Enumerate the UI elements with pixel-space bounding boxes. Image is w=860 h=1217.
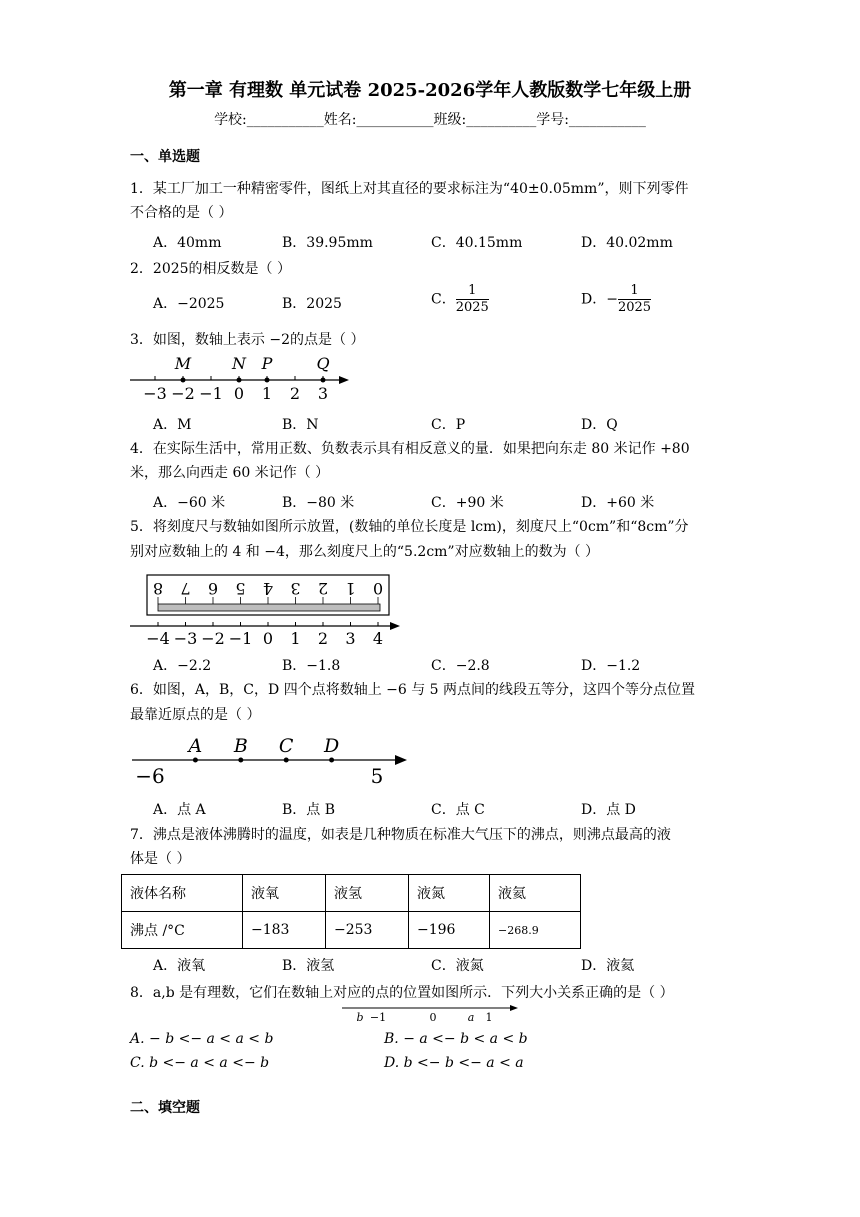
table-cell: −183 bbox=[243, 912, 326, 949]
q8-label-zero: 0 bbox=[429, 1011, 437, 1024]
q3-option-a[interactable]: A．M bbox=[153, 417, 192, 433]
q6-point-label: A bbox=[188, 735, 203, 757]
q5-ruler-mark: 2 bbox=[317, 579, 329, 598]
q5-ruler-mark: 0 bbox=[372, 579, 384, 598]
table-cell: −268.9 bbox=[490, 912, 581, 949]
q5-option-c[interactable]: C．−2.8 bbox=[431, 658, 490, 674]
q5-tick-label: 4 bbox=[372, 629, 384, 648]
question-6-text-cont: 最靠近原点的是（ ） bbox=[130, 707, 261, 723]
q2-option-d[interactable] bbox=[581, 283, 651, 316]
q2-option-c-fraction: $\frac{1}{2025}$ bbox=[455, 283, 489, 315]
q6-point-label: B bbox=[233, 735, 248, 757]
question-4-text: 4．在实际生活中，常用正数、负数表示具有相反意义的量．如果把向东走 80 米记作 +80 bbox=[130, 441, 690, 457]
q5-tick-label: 2 bbox=[317, 629, 329, 648]
q3-tick-label: 2 bbox=[289, 384, 301, 403]
q4-option-c[interactable]: C．+90 米 bbox=[431, 495, 504, 511]
q6-point-label: C bbox=[278, 735, 294, 757]
question-1-text-cont: 不合格的是（ ） bbox=[130, 205, 233, 221]
q5-ruler-mark: 8 bbox=[152, 579, 164, 598]
table-cell: −196 bbox=[409, 912, 490, 949]
page-title: 第一章 有理数 单元试卷 2025-2026学年人教版数学七年级上册 bbox=[168, 80, 692, 101]
q5-tick-label: −3 bbox=[173, 629, 198, 648]
question-7-text: 7．沸点是液体沸腾时的温度，如表是几种物质在标准大气压下的沸点，则沸点最高的液 bbox=[130, 827, 671, 843]
table-cell: 液氮 bbox=[409, 875, 490, 912]
q7-option-a[interactable]: A．液氧 bbox=[153, 958, 206, 974]
q4-option-d[interactable]: D．+60 米 bbox=[581, 495, 655, 511]
question-2-text: 2．2025的相反数是（ ） bbox=[130, 261, 291, 277]
q3-option-b[interactable]: B．N bbox=[282, 417, 319, 433]
q4-option-a[interactable]: A．−60 米 bbox=[153, 495, 226, 511]
q8-label-a: a bbox=[467, 1011, 475, 1024]
q6-point-label: D bbox=[323, 735, 340, 757]
q8-number-line bbox=[340, 1003, 525, 1025]
question-5-text-cont: 别对应数轴上的 4 和 −4，那么刻度尺上的“5.2cm”对应数轴上的数为（ ） bbox=[130, 544, 600, 560]
q6-option-d[interactable]: D．点 D bbox=[581, 802, 636, 818]
q7-option-d[interactable]: D．液氦 bbox=[581, 958, 635, 974]
q6-option-b[interactable]: B．点 B bbox=[282, 802, 336, 818]
student-info-line: 学校:___________姓名:___________班级:__________学号:___________ bbox=[214, 112, 646, 128]
q5-ruler-mark: 3 bbox=[290, 579, 301, 598]
q3-point-dot bbox=[237, 378, 242, 383]
q8-option-c[interactable]: C. b <− a < a <− b bbox=[130, 1055, 270, 1071]
q2-option-b[interactable]: B．2025 bbox=[282, 296, 342, 312]
q6-option-a[interactable]: A．点 A bbox=[153, 802, 206, 818]
q5-ruler-mark: 4 bbox=[262, 579, 274, 598]
q5-ruler-mark: 1 bbox=[345, 579, 356, 598]
q8-option-a[interactable]: A. − b <− a < a < b bbox=[130, 1031, 274, 1047]
q2-option-d-label: D．− bbox=[581, 291, 618, 308]
q3-point-dot bbox=[181, 378, 186, 383]
q2-option-c-label: C． bbox=[431, 291, 456, 308]
q7-option-b[interactable]: B．液氢 bbox=[282, 958, 335, 974]
q5-option-b[interactable]: B．−1.8 bbox=[282, 658, 341, 674]
table-cell: −253 bbox=[326, 912, 409, 949]
q6-point-dot bbox=[284, 758, 289, 763]
q2-option-a[interactable]: A．−2025 bbox=[153, 296, 225, 312]
q3-point-label: N bbox=[232, 354, 246, 373]
table-cell: 液体名称 bbox=[122, 875, 243, 912]
table-row bbox=[122, 912, 581, 949]
q3-tick-label: 3 bbox=[317, 384, 329, 403]
question-8-text: 8．a,b 是有理数，它们在数轴上对应的点的位置如图所示．下列大小关系正确的是（ ） bbox=[130, 985, 674, 1001]
q5-ruler-mark: 5 bbox=[235, 579, 246, 598]
q6-point-dot bbox=[329, 758, 334, 763]
table-row bbox=[122, 875, 581, 912]
q6-number-line bbox=[125, 730, 415, 792]
q6-point-dot bbox=[238, 758, 243, 763]
q3-point-label: M bbox=[174, 354, 192, 373]
q3-tick-label: −1 bbox=[199, 384, 223, 403]
q2-option-c[interactable] bbox=[431, 283, 489, 316]
q3-point-dot bbox=[265, 378, 270, 383]
question-7-text-cont: 体是（ ） bbox=[130, 851, 191, 867]
q2-option-d-fraction: $\frac{1}{2025}$ bbox=[617, 283, 652, 315]
q8-option-b[interactable]: B. − a <− b < a < b bbox=[384, 1031, 528, 1047]
ruler-strip bbox=[158, 604, 380, 611]
q3-option-c[interactable]: C．P bbox=[431, 417, 466, 433]
q6-option-c[interactable]: C．点 C bbox=[431, 802, 485, 818]
q3-point-dot bbox=[321, 378, 326, 383]
q1-option-a[interactable]: A．40mm bbox=[153, 235, 222, 251]
q5-tick-label: −4 bbox=[146, 629, 170, 648]
q7-option-c[interactable]: C．液氮 bbox=[431, 958, 484, 974]
q5-tick-label: 1 bbox=[290, 629, 301, 648]
q8-label-one: 1 bbox=[485, 1011, 493, 1024]
table-cell: 液氧 bbox=[243, 875, 326, 912]
q5-tick-label: −2 bbox=[201, 629, 225, 648]
q6-end-left: −6 bbox=[135, 764, 165, 788]
q8-option-d[interactable]: D. b <− b <− a < a bbox=[384, 1055, 524, 1071]
q3-tick-label: −3 bbox=[143, 384, 167, 403]
q3-point-label: P bbox=[261, 354, 273, 373]
question-4-text-cont: 米，那么向西走 60 米记作（ ） bbox=[130, 465, 330, 481]
q1-option-c[interactable]: C．40.15mm bbox=[431, 235, 523, 251]
q6-end-right: 5 bbox=[370, 764, 384, 788]
q3-tick-label: 1 bbox=[261, 384, 273, 403]
q3-tick-label: 0 bbox=[233, 384, 245, 403]
question-5-text: 5．将刻度尺与数轴如图所示放置，(数轴的单位长度是 lcm)，刻度尺上“0cm”和“8cm”分 bbox=[130, 519, 689, 535]
q3-number-line bbox=[125, 350, 365, 406]
q5-ruler-mark: 7 bbox=[180, 579, 191, 598]
question-1-text: 1．某工厂加工一种精密零件，图纸上对其直径的要求标注为“40±0.05mm”，则下列零件 bbox=[130, 181, 689, 197]
q1-option-d[interactable]: D．40.02mm bbox=[581, 235, 673, 251]
q8-label-neg1: −1 bbox=[369, 1011, 387, 1024]
question-3-text: 3．如图，数轴上表示 −2的点是（ ） bbox=[130, 332, 365, 348]
q3-point-label: Q bbox=[316, 354, 330, 373]
q5-tick-label: 0 bbox=[262, 629, 274, 648]
q5-option-a[interactable]: A．−2.2 bbox=[153, 658, 212, 674]
q5-option-d[interactable]: D．−1.2 bbox=[581, 658, 641, 674]
q5-tick-label: −1 bbox=[228, 629, 253, 648]
table-cell: 液氦 bbox=[490, 875, 581, 912]
q3-option-d[interactable]: D．Q bbox=[581, 417, 618, 433]
q3-tick-label: −2 bbox=[171, 384, 195, 403]
q5-ruler-number-line bbox=[125, 570, 410, 648]
q5-tick-label: 3 bbox=[345, 629, 356, 648]
section-heading-single-choice: 一、单选题 bbox=[130, 149, 200, 165]
table-cell: 液氢 bbox=[326, 875, 409, 912]
q1-option-b[interactable]: B．39.95mm bbox=[282, 235, 373, 251]
q5-ruler-mark: 6 bbox=[207, 579, 219, 598]
boiling-point-table bbox=[121, 874, 581, 949]
q6-point-dot bbox=[193, 758, 198, 763]
q8-label-b: b bbox=[356, 1011, 364, 1024]
question-6-text: 6．如图，A，B，C，D 四个点将数轴上 −6 与 5 两点间的线段五等分，这四个等分点位置 bbox=[130, 682, 696, 698]
table-cell: 沸点 /°C bbox=[122, 912, 243, 949]
section-heading-fill-in: 二、填空题 bbox=[130, 1100, 200, 1116]
q4-option-b[interactable]: B．−80 米 bbox=[282, 495, 355, 511]
